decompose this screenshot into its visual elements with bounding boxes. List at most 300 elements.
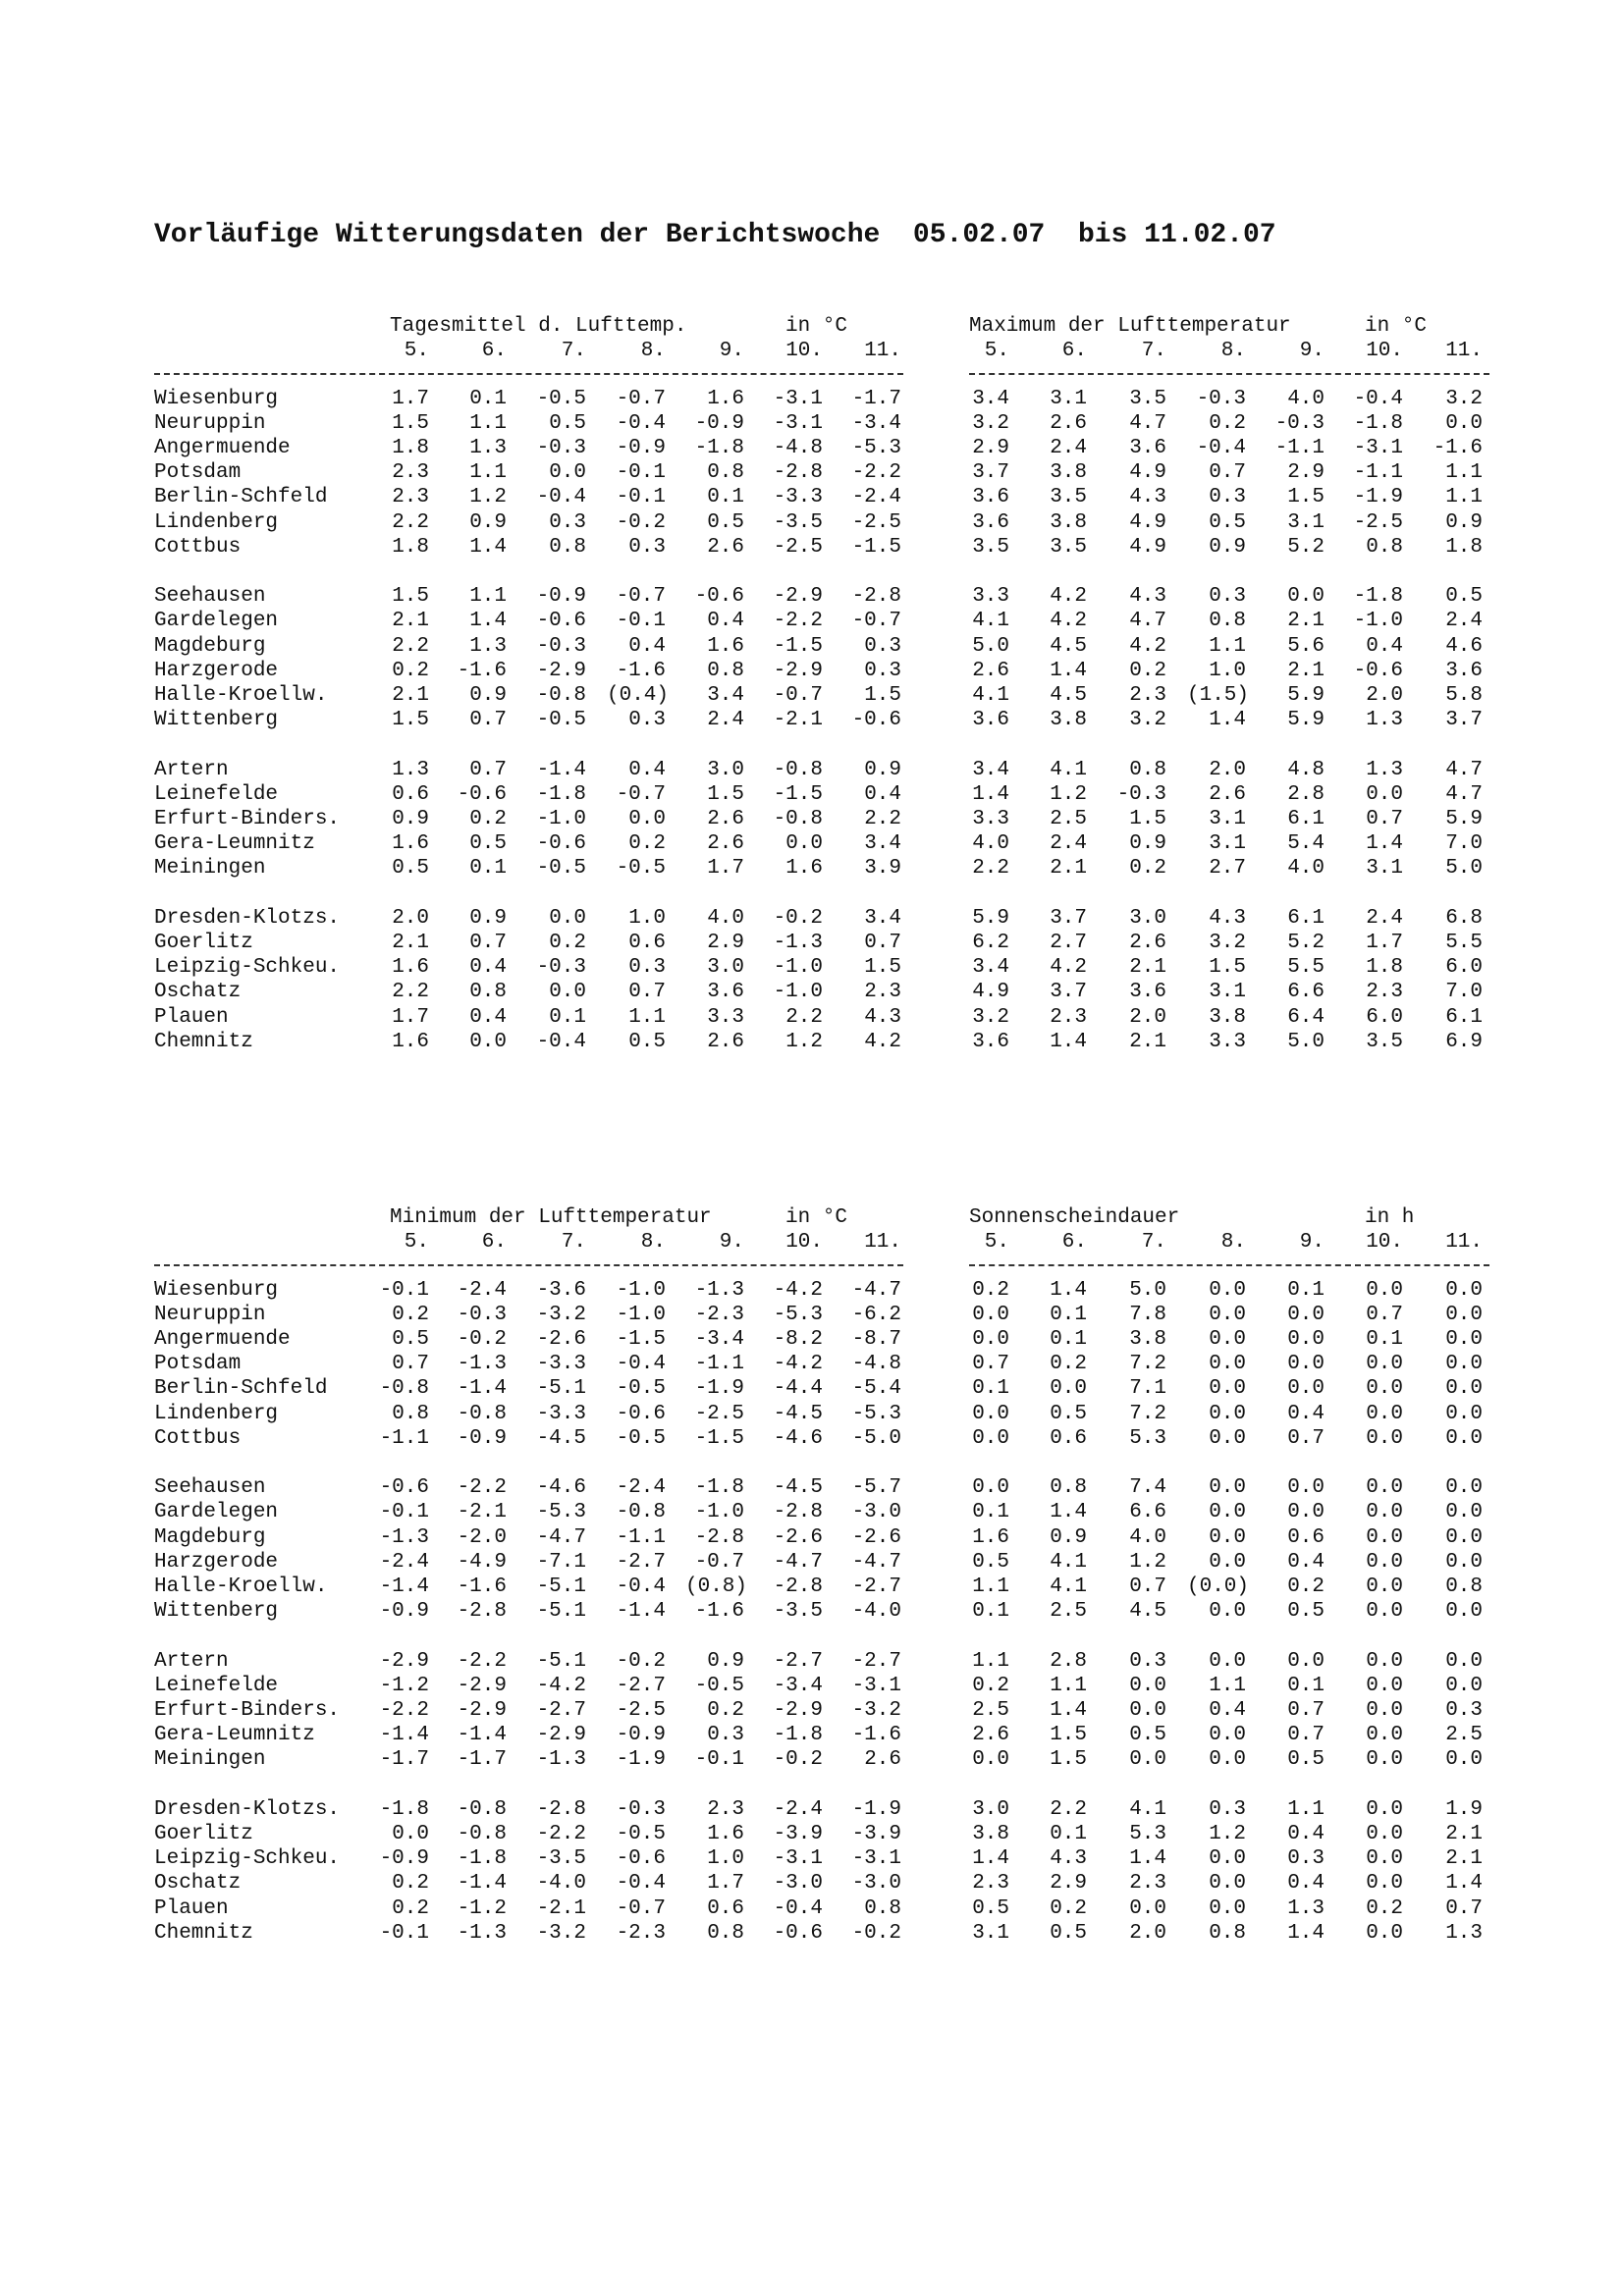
value-cell: 0.0	[1209, 1724, 1246, 1747]
value-cell: -5.3	[773, 1303, 823, 1326]
value-cell: 3.2	[972, 1005, 1009, 1029]
table-row	[0, 782, 1623, 807]
value-cell: -1.5	[694, 1426, 744, 1450]
value-cell: 4.3	[864, 1005, 901, 1029]
value-cell: 0.5	[628, 1030, 666, 1053]
value-cell: -1.8	[536, 782, 586, 806]
value-cell: 3.3	[1209, 1030, 1246, 1053]
value-cell: 1.7	[707, 857, 744, 881]
value-cell: -0.3	[536, 437, 586, 459]
value-cell: -0.2	[773, 1748, 823, 1772]
value-cell: 2.4	[1050, 832, 1087, 856]
value-cell: -0.8	[616, 1501, 666, 1524]
value-cell: 1.2	[1129, 1550, 1166, 1574]
value-cell: 4.1	[1050, 1575, 1087, 1598]
value-cell: -2.9	[536, 659, 586, 682]
station-name: Erfurt-Binders.	[154, 808, 341, 830]
value-cell: 4.9	[972, 981, 1009, 1004]
value-cell: -2.4	[616, 1476, 666, 1500]
station-name: Dresden-Klotzs.	[154, 1797, 341, 1821]
value-cell: -1.1	[1274, 437, 1325, 459]
value-cell: -2.4	[851, 486, 901, 509]
divider	[154, 373, 903, 375]
value-cell: 3.6	[1129, 981, 1166, 1004]
value-cell: 2.2	[392, 510, 429, 534]
table-row	[0, 1723, 1623, 1747]
value-cell: -5.1	[536, 1575, 586, 1598]
value-cell: -2.7	[616, 1674, 666, 1697]
value-cell: 3.1	[1209, 981, 1246, 1004]
value-cell: 0.0	[1366, 1748, 1403, 1772]
station-name: Neuruppin	[154, 1303, 266, 1326]
value-cell: -1.4	[457, 1872, 507, 1896]
value-cell: 2.5	[1050, 1600, 1087, 1624]
table-row	[0, 1822, 1623, 1846]
value-cell: 0.6	[707, 1896, 744, 1920]
value-cell: -0.8	[773, 808, 823, 830]
value-cell: 3.3	[707, 1005, 744, 1029]
value-cell: -1.0	[694, 1501, 744, 1524]
value-cell: 2.2	[785, 1005, 823, 1029]
value-cell: 1.6	[972, 1525, 1009, 1549]
value-cell: 4.0	[1287, 387, 1325, 410]
value-cell: 1.2	[785, 1030, 823, 1053]
value-cell: 0.0	[1445, 1550, 1483, 1574]
value-cell: 0.0	[1445, 1278, 1483, 1302]
table-row	[0, 1352, 1623, 1376]
value-cell: -1.7	[851, 387, 901, 410]
value-cell: 0.0	[1209, 1426, 1246, 1450]
value-cell: 1.5	[1050, 1724, 1087, 1747]
value-cell: 0.9	[469, 906, 507, 930]
value-cell: -2.8	[457, 1600, 507, 1624]
value-cell: 2.1	[1129, 1030, 1166, 1053]
value-cell: 0.0	[1287, 1501, 1325, 1524]
value-cell: 1.1	[1445, 486, 1483, 509]
value-cell: 0.0	[1366, 1797, 1403, 1821]
value-cell: 0.1	[1366, 1328, 1403, 1351]
value-cell: -0.9	[616, 1724, 666, 1747]
value-cell: -2.7	[536, 1699, 586, 1722]
value-cell: -3.2	[851, 1699, 901, 1722]
value-cell: -3.4	[851, 411, 901, 435]
value-cell: 3.6	[1445, 659, 1483, 682]
value-cell: 0.0	[1445, 1377, 1483, 1401]
value-cell: 4.0	[972, 832, 1009, 856]
value-cell: (0.4)	[607, 684, 670, 707]
value-cell: -1.2	[379, 1674, 429, 1697]
table-row	[0, 1500, 1623, 1524]
value-cell: 4.0	[707, 906, 744, 930]
table-row	[0, 1376, 1623, 1401]
day-header: 7.	[1141, 1231, 1166, 1255]
value-cell: -0.6	[536, 832, 586, 856]
value-cell: -0.9	[457, 1426, 507, 1450]
value-cell: 5.2	[1287, 535, 1325, 559]
value-cell: 2.9	[1287, 461, 1325, 485]
value-cell: 4.1	[1050, 1550, 1087, 1574]
value-cell: 0.0	[1445, 1674, 1483, 1697]
station-name: Wiesenburg	[154, 1278, 279, 1302]
value-cell: -1.9	[616, 1748, 666, 1772]
value-cell: -2.1	[457, 1501, 507, 1524]
value-cell: -0.6	[616, 1847, 666, 1871]
value-cell: -4.6	[773, 1426, 823, 1450]
table-row	[0, 906, 1623, 931]
value-cell: 6.0	[1366, 1005, 1403, 1029]
value-cell: 3.8	[972, 1823, 1009, 1845]
table-row	[0, 1698, 1623, 1723]
value-cell: -1.8	[1353, 585, 1403, 609]
table-row	[0, 1550, 1623, 1575]
value-cell: 0.8	[707, 1921, 744, 1945]
value-cell: -0.5	[694, 1674, 744, 1697]
table-row	[0, 1327, 1623, 1352]
value-cell: 5.0	[1287, 1030, 1325, 1053]
value-cell: 0.0	[1209, 1872, 1246, 1896]
value-cell: 3.6	[972, 709, 1009, 732]
value-cell: 0.9	[469, 684, 507, 707]
value-cell: 4.7	[1129, 610, 1166, 633]
value-cell: 6.6	[1129, 1501, 1166, 1524]
value-cell: 0.4	[628, 634, 666, 658]
value-cell: 2.9	[707, 932, 744, 954]
value-cell: 2.6	[864, 1748, 901, 1772]
value-cell: 0.0	[1366, 1872, 1403, 1896]
value-cell: 0.7	[469, 709, 507, 732]
value-cell: 0.6	[1050, 1426, 1087, 1450]
value-cell: 5.4	[1287, 832, 1325, 856]
value-cell: 0.0	[1366, 1699, 1403, 1722]
value-cell: 0.0	[972, 1476, 1009, 1500]
value-cell: 0.2	[1366, 1896, 1403, 1920]
value-cell: 2.5	[972, 1699, 1009, 1722]
value-cell: -3.9	[773, 1823, 823, 1845]
value-cell: -4.8	[851, 1353, 901, 1376]
table-row	[0, 831, 1623, 856]
value-cell: -2.7	[851, 1575, 901, 1598]
value-cell: 0.8	[1366, 535, 1403, 559]
value-cell: 7.2	[1129, 1402, 1166, 1425]
divider	[154, 1264, 903, 1266]
value-cell: -0.6	[536, 610, 586, 633]
value-cell: 0.0	[1209, 1353, 1246, 1376]
value-cell: 0.0	[1287, 1377, 1325, 1401]
value-cell: -2.8	[536, 1797, 586, 1821]
value-cell: 4.2	[1050, 956, 1087, 980]
value-cell: -0.7	[773, 684, 823, 707]
value-cell: -1.5	[773, 782, 823, 806]
value-cell: -0.4	[536, 486, 586, 509]
value-cell: 0.7	[1209, 461, 1246, 485]
value-cell: 2.2	[392, 634, 429, 658]
station-name: Chemnitz	[154, 1030, 253, 1053]
value-cell: -2.6	[851, 1525, 901, 1549]
value-cell: 0.0	[972, 1426, 1009, 1450]
table-row	[0, 708, 1623, 732]
value-cell: 6.1	[1287, 808, 1325, 830]
value-cell: 2.1	[1129, 956, 1166, 980]
day-header: 11.	[1445, 1231, 1483, 1255]
station-name: Erfurt-Binders.	[154, 1699, 341, 1722]
station-name: Wittenberg	[154, 1600, 279, 1624]
station-name: Seehausen	[154, 1476, 266, 1500]
value-cell: 0.7	[972, 1353, 1009, 1376]
value-cell: 1.5	[392, 709, 429, 732]
value-cell: 3.8	[1050, 510, 1087, 534]
value-cell: 0.7	[864, 932, 901, 954]
value-cell: -0.1	[379, 1501, 429, 1524]
day-header: 5.	[404, 1231, 429, 1255]
value-cell: 3.9	[864, 857, 901, 881]
value-cell: -0.2	[457, 1328, 507, 1351]
value-cell: 0.9	[864, 758, 901, 781]
value-cell: 3.8	[1050, 709, 1087, 732]
value-cell: -4.6	[536, 1476, 586, 1500]
value-cell: -1.1	[694, 1353, 744, 1376]
value-cell: 1.2	[469, 486, 507, 509]
value-cell: 0.7	[1287, 1699, 1325, 1722]
value-cell: 0.3	[549, 510, 586, 534]
value-cell: -1.5	[851, 535, 901, 559]
value-cell: -2.0	[457, 1525, 507, 1549]
value-cell: -1.1	[1353, 461, 1403, 485]
value-cell: 0.0	[1050, 1377, 1087, 1401]
value-cell: 1.1	[1050, 1674, 1087, 1697]
value-cell: -0.6	[1353, 659, 1403, 682]
value-cell: 0.0	[1129, 1748, 1166, 1772]
value-cell: 1.6	[392, 1030, 429, 1053]
value-cell: -1.9	[694, 1377, 744, 1401]
value-cell: 0.0	[1366, 1847, 1403, 1871]
value-cell: -0.1	[694, 1748, 744, 1772]
value-cell: 4.7	[1445, 758, 1483, 781]
value-cell: 2.4	[707, 709, 744, 732]
value-cell: 0.0	[1209, 1748, 1246, 1772]
table-row	[0, 1303, 1623, 1327]
value-cell: -0.4	[616, 1575, 666, 1598]
value-cell: 0.0	[1209, 1649, 1246, 1673]
value-cell: (0.8)	[685, 1575, 748, 1598]
value-cell: 1.4	[1366, 832, 1403, 856]
value-cell: -1.6	[457, 1575, 507, 1598]
value-cell: 0.2	[392, 659, 429, 682]
value-cell: 0.8	[707, 461, 744, 485]
value-cell: 4.1	[1050, 758, 1087, 781]
value-cell: -2.3	[616, 1921, 666, 1945]
value-cell: 7.0	[1445, 981, 1483, 1004]
value-cell: 1.4	[469, 610, 507, 633]
day-header: 10.	[785, 340, 823, 363]
value-cell: 0.7	[469, 758, 507, 781]
value-cell: 0.3	[1129, 1649, 1166, 1673]
value-cell: 0.0	[1366, 1600, 1403, 1624]
day-header: 8.	[640, 340, 666, 363]
value-cell: 0.2	[1129, 659, 1166, 682]
value-cell: 0.0	[549, 906, 586, 930]
value-cell: -1.8	[694, 1476, 744, 1500]
table-row	[0, 1030, 1623, 1054]
day-header: 8.	[640, 1231, 666, 1255]
value-cell: 2.0	[1129, 1921, 1166, 1945]
value-cell: 0.4	[707, 610, 744, 633]
value-cell: 1.0	[707, 1847, 744, 1871]
table-row	[0, 1896, 1623, 1921]
value-cell: 3.5	[1050, 535, 1087, 559]
station-name: Lindenberg	[154, 510, 279, 534]
station-name: Potsdam	[154, 1353, 242, 1376]
value-cell: -1.8	[379, 1797, 429, 1821]
value-cell: 4.5	[1050, 634, 1087, 658]
value-cell: -2.7	[851, 1649, 901, 1673]
value-cell: 0.0	[1209, 1550, 1246, 1574]
station-name: Plauen	[154, 1896, 229, 1920]
value-cell: -1.4	[379, 1724, 429, 1747]
value-cell: -5.3	[536, 1501, 586, 1524]
value-cell: 1.4	[1287, 1921, 1325, 1945]
value-cell: -2.8	[851, 585, 901, 609]
value-cell: 0.3	[1209, 585, 1246, 609]
value-cell: 1.5	[1129, 808, 1166, 830]
value-cell: 2.1	[1050, 857, 1087, 881]
value-cell: 1.3	[469, 634, 507, 658]
value-cell: -4.4	[773, 1377, 823, 1401]
value-cell: 0.9	[1209, 535, 1246, 559]
value-cell: 1.1	[469, 585, 507, 609]
day-header: 5.	[404, 340, 429, 363]
value-cell: 4.9	[1129, 535, 1166, 559]
value-cell: 2.2	[864, 808, 901, 830]
station-name: Angermuende	[154, 1328, 291, 1351]
value-cell: -0.6	[379, 1476, 429, 1500]
station-name: Gardelegen	[154, 610, 279, 633]
value-cell: 2.6	[972, 659, 1009, 682]
value-cell: 0.8	[392, 1402, 429, 1425]
value-cell: -0.9	[694, 411, 744, 435]
table-row	[0, 609, 1623, 633]
value-cell: 1.6	[707, 1823, 744, 1845]
value-cell: -5.4	[851, 1377, 901, 1401]
value-cell: 2.6	[707, 535, 744, 559]
table-row	[0, 1475, 1623, 1500]
table-row	[0, 931, 1623, 955]
value-cell: 0.0	[972, 1748, 1009, 1772]
station-name: Neuruppin	[154, 411, 266, 435]
table-row	[0, 1797, 1623, 1822]
value-cell: 0.8	[1209, 610, 1246, 633]
table-row	[0, 1921, 1623, 1946]
value-cell: 0.9	[392, 808, 429, 830]
value-cell: 0.0	[972, 1328, 1009, 1351]
value-cell: 0.1	[707, 486, 744, 509]
value-cell: -0.3	[457, 1303, 507, 1326]
value-cell: 2.3	[392, 461, 429, 485]
value-cell: 2.1	[392, 932, 429, 954]
value-cell: 2.4	[1366, 906, 1403, 930]
value-cell: 0.0	[469, 1030, 507, 1053]
page-title: Vorläufige Witterungsdaten der Berichtswoche 05.02.07 bis 11.02.07	[154, 220, 1276, 250]
value-cell: -2.2	[457, 1476, 507, 1500]
day-header: 6.	[1061, 1231, 1087, 1255]
value-cell: 0.1	[1050, 1303, 1087, 1326]
value-cell: 4.1	[972, 684, 1009, 707]
value-cell: 0.0	[1209, 1847, 1246, 1871]
value-cell: 2.4	[1050, 437, 1087, 459]
value-cell: -0.5	[616, 857, 666, 881]
value-cell: -4.7	[536, 1525, 586, 1549]
value-cell: 0.0	[1445, 1328, 1483, 1351]
table-row	[0, 584, 1623, 609]
value-cell: 1.4	[972, 1847, 1009, 1871]
value-cell: 0.1	[469, 387, 507, 410]
value-cell: 4.7	[1129, 411, 1166, 435]
table-row	[0, 1871, 1623, 1896]
value-cell: 0.1	[1287, 1674, 1325, 1697]
value-cell: 2.6	[1050, 411, 1087, 435]
value-cell: -3.5	[773, 1600, 823, 1624]
value-cell: 2.3	[1050, 1005, 1087, 1029]
value-cell: 0.6	[392, 782, 429, 806]
value-cell: 3.0	[1129, 906, 1166, 930]
day-header: 11.	[1445, 340, 1483, 363]
value-cell: -2.4	[457, 1278, 507, 1302]
value-cell: 1.6	[707, 387, 744, 410]
value-cell: 0.2	[707, 1699, 744, 1722]
table-row	[0, 758, 1623, 782]
value-cell: 1.4	[1050, 1501, 1087, 1524]
value-cell: 5.9	[1287, 709, 1325, 732]
value-cell: 4.7	[1445, 782, 1483, 806]
value-cell: 0.9	[1445, 510, 1483, 534]
value-cell: 0.3	[1287, 1847, 1325, 1871]
value-cell: 3.2	[1209, 932, 1246, 954]
value-cell: 0.0	[1287, 1328, 1325, 1351]
value-cell: -1.8	[694, 437, 744, 459]
value-cell: -0.7	[616, 585, 666, 609]
value-cell: -4.2	[773, 1353, 823, 1376]
value-cell: 6.8	[1445, 906, 1483, 930]
value-cell: 3.1	[1287, 510, 1325, 534]
station-name: Goerlitz	[154, 1823, 253, 1845]
table-row	[0, 485, 1623, 509]
value-cell: 2.6	[707, 832, 744, 856]
value-cell: -1.3	[457, 1353, 507, 1376]
value-cell: -1.8	[773, 1724, 823, 1747]
value-cell: 0.8	[1050, 1476, 1087, 1500]
value-cell: 2.6	[1209, 782, 1246, 806]
value-cell: -2.5	[851, 510, 901, 534]
value-cell: 3.1	[1050, 387, 1087, 410]
value-cell: 0.3	[864, 634, 901, 658]
value-cell: 1.5	[864, 956, 901, 980]
value-cell: -1.8	[457, 1847, 507, 1871]
value-cell: -1.8	[1353, 411, 1403, 435]
value-cell: 2.1	[1287, 610, 1325, 633]
value-cell: -0.4	[1353, 387, 1403, 410]
value-cell: 0.7	[1287, 1426, 1325, 1450]
value-cell: 0.0	[1209, 1303, 1246, 1326]
value-cell: -1.6	[694, 1600, 744, 1624]
value-cell: 7.2	[1129, 1353, 1166, 1376]
value-cell: 0.4	[628, 758, 666, 781]
value-cell: 4.1	[972, 610, 1009, 633]
value-cell: 4.1	[1129, 1797, 1166, 1821]
station-name: Plauen	[154, 1005, 229, 1029]
value-cell: 3.5	[1366, 1030, 1403, 1053]
value-cell: -2.1	[536, 1896, 586, 1920]
value-cell: 0.0	[549, 461, 586, 485]
value-cell: 1.6	[392, 956, 429, 980]
